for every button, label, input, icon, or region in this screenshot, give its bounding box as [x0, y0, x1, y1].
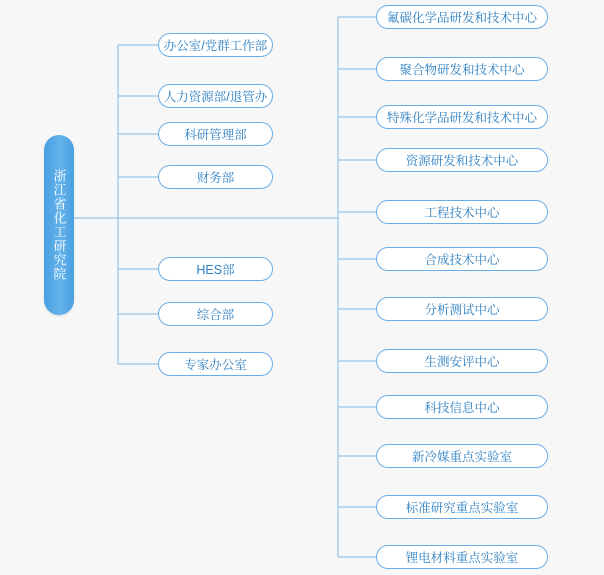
root-node[interactable]: 浙江省化工研究院 — [44, 135, 74, 315]
node-synthesis-center[interactable]: 合成技术中心 — [376, 247, 548, 271]
node-new-refrigerant-lab[interactable]: 新冷媒重点实验室 — [376, 444, 548, 468]
node-bioassay-safety-center[interactable]: 生测安评中心 — [376, 349, 548, 373]
node-polymer-center[interactable]: 聚合物研发和技术中心 — [376, 57, 548, 81]
node-sci-tech-information-center[interactable]: 科技信息中心 — [376, 395, 548, 419]
node-engineering-center[interactable]: 工程技术中心 — [376, 200, 548, 224]
node-fluorocarbon-center[interactable]: 氟碳化学品研发和技术中心 — [376, 5, 548, 29]
node-analysis-testing-center[interactable]: 分析测试中心 — [376, 297, 548, 321]
node-standards-research-lab[interactable]: 标准研究重点实验室 — [376, 495, 548, 519]
node-specialty-chemicals-center[interactable]: 特殊化学品研发和技术中心 — [376, 105, 548, 129]
node-lithium-battery-materials-lab[interactable]: 锂电材料重点实验室 — [376, 545, 548, 569]
node-finance[interactable]: 财务部 — [158, 165, 273, 189]
node-resources-center[interactable]: 资源研发和技术中心 — [376, 148, 548, 172]
node-research-management[interactable]: 科研管理部 — [158, 122, 273, 146]
node-general-affairs[interactable]: 综合部 — [158, 302, 273, 326]
node-office-party-affairs[interactable]: 办公室/党群工作部 — [158, 33, 273, 57]
node-human-resources[interactable]: 人力资源部/退管办 — [158, 84, 273, 108]
node-hes[interactable]: HES部 — [158, 257, 273, 281]
node-expert-office[interactable]: 专家办公室 — [158, 352, 273, 376]
